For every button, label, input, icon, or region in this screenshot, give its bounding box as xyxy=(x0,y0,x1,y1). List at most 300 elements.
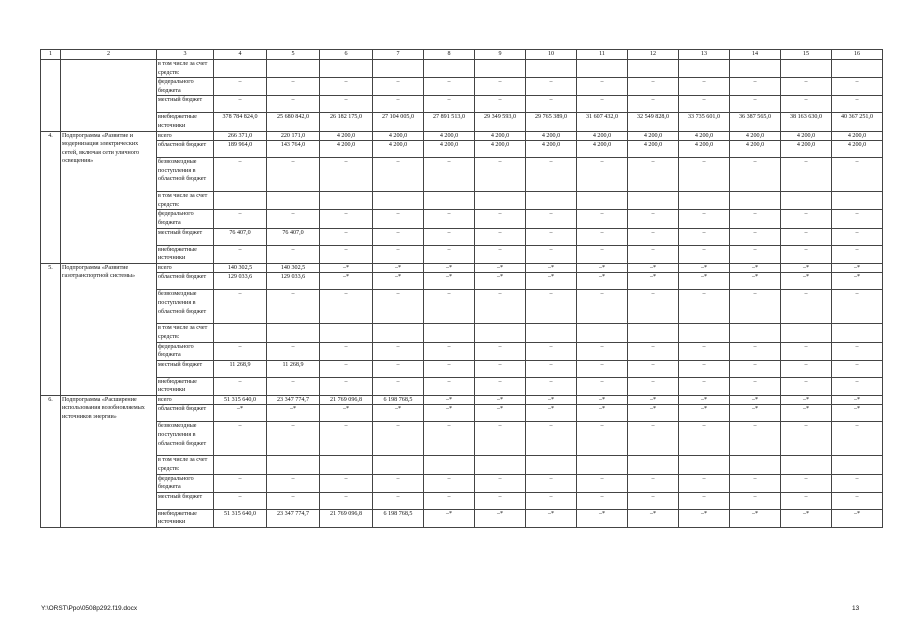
funding-source-cell: областной бюджет xyxy=(157,141,214,158)
value-cell: – xyxy=(730,474,781,492)
value-cell: – xyxy=(832,492,883,509)
table-row xyxy=(41,324,883,342)
value-cell: – xyxy=(526,290,577,324)
value-cell xyxy=(424,192,475,210)
value-cell: – xyxy=(730,245,781,263)
budget-table xyxy=(40,49,883,528)
value-cell: – xyxy=(832,290,883,324)
value-cell xyxy=(214,324,267,342)
value-cell: –* xyxy=(628,509,679,527)
value-cell: – xyxy=(214,342,267,360)
value-cell xyxy=(373,456,424,474)
value-cell: –* xyxy=(730,405,781,422)
value-cell xyxy=(832,456,883,474)
value-cell: – xyxy=(577,228,628,245)
value-cell: – xyxy=(781,492,832,509)
value-cell: – xyxy=(320,210,373,228)
value-cell: 140 302,5 xyxy=(267,263,320,273)
value-cell: 40 367 251,0 xyxy=(832,113,883,131)
value-cell xyxy=(526,456,577,474)
value-cell xyxy=(526,60,577,78)
value-cell: – xyxy=(424,158,475,192)
table-row xyxy=(41,158,883,192)
value-cell: –* xyxy=(679,405,730,422)
header-cell: 11 xyxy=(577,50,628,60)
header-cell: 9 xyxy=(475,50,526,60)
header-cell: 3 xyxy=(157,50,214,60)
header-row xyxy=(41,50,883,60)
value-cell: – xyxy=(373,228,424,245)
value-cell xyxy=(577,324,628,342)
value-cell: – xyxy=(373,245,424,263)
funding-source-cell: местный бюджет xyxy=(157,360,214,377)
value-cell: –* xyxy=(832,273,883,290)
value-cell: – xyxy=(214,210,267,228)
value-cell: – xyxy=(577,377,628,395)
table-row xyxy=(41,492,883,509)
value-cell: – xyxy=(832,228,883,245)
funding-source-cell: безвозмездные поступления в областной бюджет xyxy=(157,158,214,192)
value-cell: –* xyxy=(526,395,577,405)
value-cell: – xyxy=(526,158,577,192)
value-cell xyxy=(475,456,526,474)
program-name-cell: Подпрограмма «Развитие газотранспортной системы» xyxy=(61,263,157,395)
value-cell: –* xyxy=(577,509,628,527)
funding-source-cell: безвозмездные поступления в областной бюджет xyxy=(157,290,214,324)
value-cell: 4 200,0 xyxy=(730,141,781,158)
value-cell xyxy=(730,324,781,342)
value-cell: 29 349 593,0 xyxy=(475,113,526,131)
row-number-cell: 6. xyxy=(41,395,61,527)
value-cell: – xyxy=(373,210,424,228)
value-cell: 4 200,0 xyxy=(577,141,628,158)
funding-source-cell: местный бюджет xyxy=(157,228,214,245)
value-cell xyxy=(320,324,373,342)
value-cell: 4 200,0 xyxy=(320,141,373,158)
value-cell: – xyxy=(628,96,679,113)
value-cell xyxy=(628,60,679,78)
value-cell: – xyxy=(781,78,832,96)
header-cell: 8 xyxy=(424,50,475,60)
value-cell: – xyxy=(628,245,679,263)
value-cell: – xyxy=(526,342,577,360)
value-cell: – xyxy=(475,422,526,456)
value-cell: – xyxy=(424,228,475,245)
value-cell: 4 200,0 xyxy=(781,141,832,158)
value-cell: 143 764,0 xyxy=(267,141,320,158)
value-cell: 29 765 389,0 xyxy=(526,113,577,131)
table-row xyxy=(41,422,883,456)
value-cell: – xyxy=(577,342,628,360)
value-cell: – xyxy=(577,245,628,263)
value-cell: – xyxy=(832,422,883,456)
value-cell xyxy=(832,60,883,78)
header-cell: 16 xyxy=(832,50,883,60)
value-cell: –* xyxy=(475,273,526,290)
value-cell: 378 784 824,0 xyxy=(214,113,267,131)
value-cell xyxy=(214,192,267,210)
value-cell: –* xyxy=(320,263,373,273)
value-cell: – xyxy=(628,158,679,192)
value-cell xyxy=(320,192,373,210)
value-cell: – xyxy=(214,422,267,456)
value-cell xyxy=(373,192,424,210)
value-cell: – xyxy=(373,290,424,324)
value-cell: –* xyxy=(832,509,883,527)
value-cell: –* xyxy=(730,395,781,405)
value-cell: – xyxy=(475,78,526,96)
value-cell: –* xyxy=(679,263,730,273)
value-cell: – xyxy=(373,158,424,192)
value-cell: –* xyxy=(577,395,628,405)
value-cell: – xyxy=(214,290,267,324)
table-row xyxy=(41,60,883,78)
value-cell: – xyxy=(475,228,526,245)
value-cell: 51 315 640,0 xyxy=(214,509,267,527)
value-cell xyxy=(679,60,730,78)
value-cell: – xyxy=(832,342,883,360)
table-row xyxy=(41,342,883,360)
value-cell: – xyxy=(320,290,373,324)
value-cell: – xyxy=(781,228,832,245)
value-cell xyxy=(781,324,832,342)
value-cell: –* xyxy=(526,509,577,527)
value-cell: –* xyxy=(832,395,883,405)
value-cell xyxy=(214,60,267,78)
value-cell: –* xyxy=(679,273,730,290)
value-cell: 4 200,0 xyxy=(475,131,526,141)
value-cell: – xyxy=(781,96,832,113)
value-cell: – xyxy=(679,474,730,492)
value-cell: 23 347 774,7 xyxy=(267,509,320,527)
header-cell: 15 xyxy=(781,50,832,60)
value-cell: – xyxy=(628,422,679,456)
value-cell: – xyxy=(730,422,781,456)
value-cell: – xyxy=(373,422,424,456)
value-cell: – xyxy=(628,290,679,324)
value-cell: 11 268,9 xyxy=(214,360,267,377)
value-cell: – xyxy=(679,422,730,456)
value-cell: 11 268,9 xyxy=(267,360,320,377)
value-cell: – xyxy=(730,492,781,509)
value-cell: – xyxy=(475,492,526,509)
page-number: 13 xyxy=(852,605,860,612)
value-cell: – xyxy=(679,210,730,228)
funding-source-cell: внебюджетные источники xyxy=(157,509,214,527)
funding-source-cell: в том числе за счет средств: xyxy=(157,192,214,210)
value-cell: – xyxy=(267,96,320,113)
program-name-cell xyxy=(61,60,157,132)
value-cell: –* xyxy=(267,405,320,422)
header-cell: 4 xyxy=(214,50,267,60)
row-number-cell xyxy=(41,60,61,132)
value-cell: – xyxy=(373,96,424,113)
value-cell: 31 607 432,0 xyxy=(577,113,628,131)
value-cell: 21 769 096,8 xyxy=(320,395,373,405)
value-cell: – xyxy=(373,342,424,360)
value-cell: – xyxy=(730,377,781,395)
value-cell: –* xyxy=(424,509,475,527)
value-cell: – xyxy=(267,492,320,509)
value-cell: – xyxy=(730,210,781,228)
value-cell: – xyxy=(320,78,373,96)
funding-source-cell: федерального бюджета xyxy=(157,78,214,96)
value-cell: – xyxy=(730,158,781,192)
value-cell: –* xyxy=(628,273,679,290)
table-row xyxy=(41,141,883,158)
value-cell: – xyxy=(475,290,526,324)
value-cell: – xyxy=(475,377,526,395)
value-cell: – xyxy=(781,245,832,263)
value-cell: 189 964,0 xyxy=(214,141,267,158)
value-cell: – xyxy=(424,422,475,456)
value-cell: – xyxy=(320,96,373,113)
funding-source-cell: местный бюджет xyxy=(157,492,214,509)
value-cell: –* xyxy=(424,405,475,422)
value-cell: 4 200,0 xyxy=(730,131,781,141)
value-cell: – xyxy=(577,290,628,324)
value-cell: –* xyxy=(628,405,679,422)
value-cell: 6 198 768,5 xyxy=(373,509,424,527)
value-cell: 4 200,0 xyxy=(679,141,730,158)
value-cell: 4 200,0 xyxy=(832,141,883,158)
value-cell xyxy=(475,60,526,78)
value-cell: – xyxy=(214,377,267,395)
value-cell: – xyxy=(577,360,628,377)
funding-source-cell: местный бюджет xyxy=(157,96,214,113)
program-name-cell: Подпрограмма «Расширение использования возобновляемых источников энергии» xyxy=(61,395,157,527)
value-cell xyxy=(577,456,628,474)
value-cell: – xyxy=(424,360,475,377)
value-cell: 4 200,0 xyxy=(373,131,424,141)
value-cell xyxy=(526,192,577,210)
value-cell: 27 104 005,0 xyxy=(373,113,424,131)
value-cell: – xyxy=(526,78,577,96)
header-cell: 14 xyxy=(730,50,781,60)
value-cell: – xyxy=(320,492,373,509)
value-cell: –* xyxy=(320,405,373,422)
header-cell: 13 xyxy=(679,50,730,60)
value-cell: –* xyxy=(373,263,424,273)
funding-source-cell: всего xyxy=(157,131,214,141)
value-cell: – xyxy=(679,377,730,395)
value-cell: – xyxy=(628,78,679,96)
value-cell: – xyxy=(267,342,320,360)
value-cell: 76 407,0 xyxy=(214,228,267,245)
value-cell: – xyxy=(424,342,475,360)
value-cell: –* xyxy=(475,405,526,422)
value-cell: 4 200,0 xyxy=(526,131,577,141)
value-cell: – xyxy=(267,78,320,96)
value-cell: – xyxy=(424,210,475,228)
value-cell: 140 302,5 xyxy=(214,263,267,273)
value-cell: – xyxy=(679,96,730,113)
value-cell: –* xyxy=(373,405,424,422)
value-cell: 4 200,0 xyxy=(373,141,424,158)
value-cell: 266 371,0 xyxy=(214,131,267,141)
value-cell: 4 200,0 xyxy=(628,141,679,158)
value-cell: – xyxy=(577,210,628,228)
value-cell: – xyxy=(475,360,526,377)
value-cell: 4 200,0 xyxy=(320,131,373,141)
header-cell: 2 xyxy=(61,50,157,60)
value-cell xyxy=(526,324,577,342)
value-cell: 38 163 630,0 xyxy=(781,113,832,131)
value-cell: – xyxy=(577,492,628,509)
value-cell: –* xyxy=(628,395,679,405)
value-cell: – xyxy=(526,377,577,395)
value-cell: –* xyxy=(475,395,526,405)
value-cell: – xyxy=(832,377,883,395)
value-cell: –* xyxy=(526,405,577,422)
value-cell: – xyxy=(679,158,730,192)
table-row xyxy=(41,78,883,96)
value-cell: – xyxy=(320,342,373,360)
value-cell: –* xyxy=(730,509,781,527)
value-cell: –* xyxy=(577,273,628,290)
value-cell xyxy=(424,60,475,78)
value-cell: –* xyxy=(832,405,883,422)
table-row xyxy=(41,377,883,395)
value-cell xyxy=(730,60,781,78)
value-cell: – xyxy=(679,342,730,360)
value-cell xyxy=(679,324,730,342)
value-cell: – xyxy=(424,290,475,324)
value-cell: – xyxy=(628,492,679,509)
value-cell: – xyxy=(373,492,424,509)
value-cell xyxy=(267,456,320,474)
table-row xyxy=(41,395,883,405)
value-cell: – xyxy=(214,492,267,509)
value-cell: 220 171,0 xyxy=(267,131,320,141)
value-cell: 6 198 768,5 xyxy=(373,395,424,405)
value-cell: –* xyxy=(577,263,628,273)
value-cell: – xyxy=(628,228,679,245)
value-cell: 21 769 096,8 xyxy=(320,509,373,527)
value-cell: – xyxy=(320,474,373,492)
funding-source-cell: безвозмездные поступления в областной бюджет xyxy=(157,422,214,456)
value-cell: –* xyxy=(475,509,526,527)
value-cell xyxy=(781,60,832,78)
program-name-cell: Подпрограмма «Развитие и модернизация электрических сетей, включая сети уличного освещения» xyxy=(61,131,157,263)
funding-source-cell: внебюджетные источники xyxy=(157,377,214,395)
value-cell xyxy=(679,192,730,210)
value-cell xyxy=(267,324,320,342)
value-cell: – xyxy=(214,96,267,113)
value-cell: – xyxy=(475,342,526,360)
value-cell xyxy=(628,456,679,474)
funding-source-cell: всего xyxy=(157,395,214,405)
value-cell xyxy=(781,192,832,210)
value-cell: – xyxy=(373,78,424,96)
value-cell: 23 347 774,7 xyxy=(267,395,320,405)
value-cell: – xyxy=(267,422,320,456)
value-cell: 4 200,0 xyxy=(832,131,883,141)
value-cell: – xyxy=(267,377,320,395)
value-cell: 4 200,0 xyxy=(781,131,832,141)
value-cell: – xyxy=(424,96,475,113)
value-cell: –* xyxy=(628,263,679,273)
table-row xyxy=(41,96,883,113)
funding-source-cell: областной бюджет xyxy=(157,405,214,422)
table-row xyxy=(41,263,883,273)
value-cell: – xyxy=(781,342,832,360)
header-cell: 10 xyxy=(526,50,577,60)
value-cell: – xyxy=(781,158,832,192)
value-cell xyxy=(267,192,320,210)
value-cell: – xyxy=(526,228,577,245)
value-cell: – xyxy=(730,360,781,377)
value-cell: – xyxy=(214,158,267,192)
value-cell xyxy=(832,324,883,342)
value-cell: 76 407,0 xyxy=(267,228,320,245)
value-cell: – xyxy=(577,96,628,113)
value-cell: 32 549 828,0 xyxy=(628,113,679,131)
value-cell: –* xyxy=(424,395,475,405)
value-cell: – xyxy=(526,360,577,377)
value-cell: –* xyxy=(373,273,424,290)
value-cell xyxy=(267,60,320,78)
value-cell: – xyxy=(526,210,577,228)
value-cell: – xyxy=(267,245,320,263)
table-row xyxy=(41,290,883,324)
value-cell xyxy=(214,456,267,474)
table-row xyxy=(41,131,883,141)
value-cell: –* xyxy=(526,273,577,290)
header-cell: 12 xyxy=(628,50,679,60)
table-row xyxy=(41,192,883,210)
value-cell: – xyxy=(679,228,730,245)
value-cell: – xyxy=(679,492,730,509)
funding-source-cell: федерального бюджета xyxy=(157,342,214,360)
value-cell: –* xyxy=(577,405,628,422)
table-row xyxy=(41,273,883,290)
value-cell: – xyxy=(267,158,320,192)
value-cell xyxy=(424,324,475,342)
value-cell: – xyxy=(730,228,781,245)
funding-source-cell: внебюджетные источники xyxy=(157,113,214,131)
funding-source-cell: в том числе за счет средств: xyxy=(157,456,214,474)
value-cell: –* xyxy=(424,263,475,273)
value-cell: – xyxy=(320,360,373,377)
table-row xyxy=(41,245,883,263)
value-cell: – xyxy=(628,360,679,377)
header-cell: 1 xyxy=(41,50,61,60)
value-cell: 51 315 640,0 xyxy=(214,395,267,405)
value-cell: –* xyxy=(424,273,475,290)
value-cell: – xyxy=(832,245,883,263)
value-cell: 129 033,6 xyxy=(267,273,320,290)
value-cell: – xyxy=(526,474,577,492)
header-cell: 7 xyxy=(373,50,424,60)
value-cell: – xyxy=(832,360,883,377)
value-cell xyxy=(628,192,679,210)
funding-source-cell: федерального бюджета xyxy=(157,474,214,492)
table-row xyxy=(41,360,883,377)
value-cell: – xyxy=(424,492,475,509)
value-cell xyxy=(679,456,730,474)
value-cell: – xyxy=(526,96,577,113)
value-cell: 27 891 513,0 xyxy=(424,113,475,131)
value-cell: – xyxy=(373,474,424,492)
value-cell: – xyxy=(679,360,730,377)
value-cell: –* xyxy=(730,273,781,290)
table-row xyxy=(41,113,883,131)
value-cell: –* xyxy=(214,405,267,422)
value-cell: – xyxy=(320,228,373,245)
table-row xyxy=(41,228,883,245)
value-cell: – xyxy=(320,377,373,395)
